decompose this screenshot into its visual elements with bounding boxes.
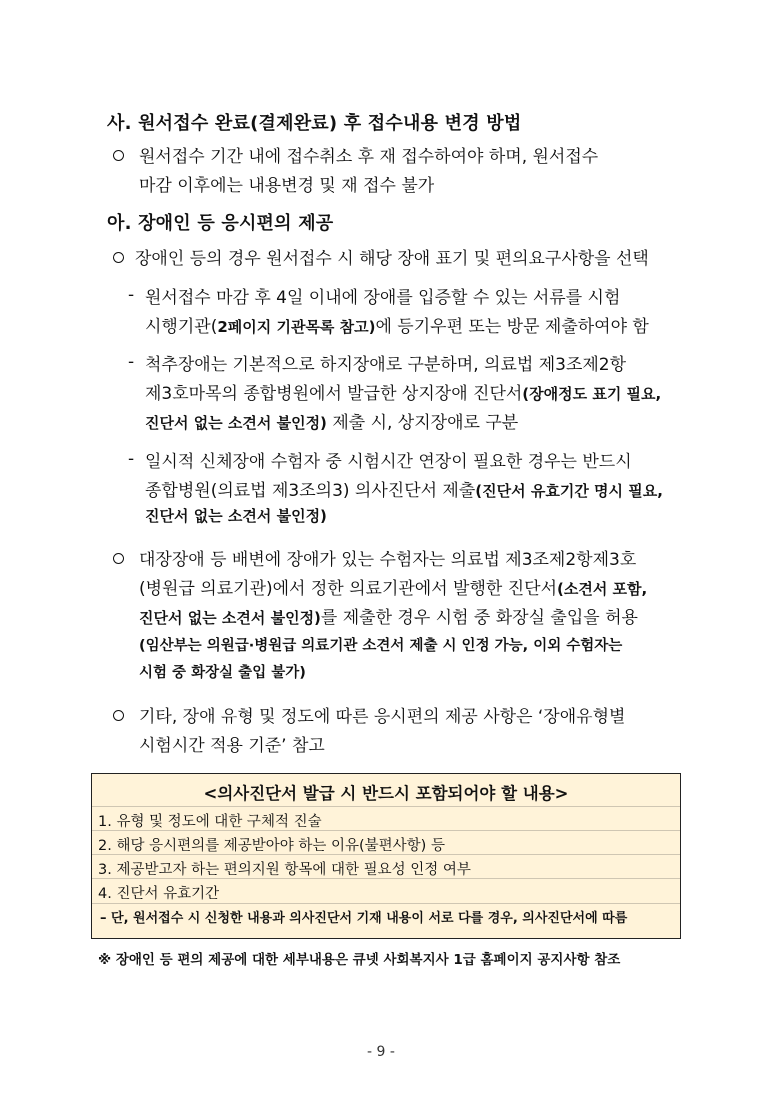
a-dash3-line2: 종합병원(의료법 제3조의3) 의사진단서 제출(진단서 유효기간 명시 필요, (145, 481, 663, 501)
a-dash2-line1: 척추장애는 기본적으로 하지장애로 구분하며, 의료법 제3조제2항 (145, 355, 627, 375)
info-box-title: <의사진단서 발급 시 반드시 포함되어야 할 내용> (203, 784, 569, 803)
circle-bullet-icon (113, 252, 124, 263)
a-bullet2-line5: 시험 중 화장실 출입 불가) (139, 665, 306, 681)
circle-bullet-icon (113, 710, 124, 721)
a-dash1-line1: 원서접수 마감 후 4일 이내에 장애를 입증할 수 있는 서류를 시험 (145, 288, 621, 308)
footnote: ※ 장애인 등 편의 제공에 대한 세부내용은 큐넷 사회복지사 1급 홈페이지 공지사항 참조 (98, 952, 621, 968)
a-bullet2-line1: 대장장애 등 배변에 장애가 있는 수험자는 의료법 제3조제2항제3호 (139, 550, 637, 570)
dash-bullet-icon: - (128, 285, 135, 305)
section-heading-a: 아. 장애인 등 응시편의 제공 (107, 213, 334, 234)
sa-bullet-line2: 마감 이후에는 내용변경 및 재 접수 불가 (139, 176, 435, 196)
a-dash2-line2: 제3호마목의 종합병원에서 발급한 상지장애 진단서(장애정도 표기 필요, (145, 384, 662, 404)
dash-bullet-icon: - (128, 449, 135, 469)
dash-bullet-icon: - (128, 352, 135, 372)
a-bullet2-line3: 진단서 없는 소견서 불인정)를 제출한 경우 시험 중 화장실 출입을 허용 (139, 608, 638, 628)
info-box-item: 4. 진단서 유효기간 (92, 878, 680, 903)
info-box-note-row (92, 903, 680, 939)
a-dash2-line3: 진단서 없는 소견서 불인정) 제출 시, 상지장애로 구분 (145, 413, 519, 433)
info-box-item: 3. 제공받고자 하는 편의지원 항목에 대한 필요성 인정 여부 (92, 854, 680, 879)
a-bullet3-line1: 기타, 장애 유형 및 정도에 따른 응시편의 제공 사항은 ‘장애유형별 (139, 707, 626, 727)
a-bullet3-line2: 시험시간 적용 기준’ 참고 (139, 736, 325, 756)
circle-bullet-icon (113, 150, 124, 161)
a-bullet2-line2: (병원급 의료기관)에서 정한 의료기관에서 발행한 진단서(소견서 포함, (139, 579, 648, 599)
a-bullet2-line4: (임산부는 의원급·병원급 의료기관 소견서 제출 시 인정 가능, 이외 수험자는 (139, 638, 623, 654)
sa-bullet-line1: 원서접수 기간 내에 접수취소 후 재 접수하여야 하며, 원서접수 (139, 147, 599, 167)
info-box-item: 1. 유형 및 정도에 대한 구체적 진술 (92, 806, 680, 831)
a-bullet1: 장애인 등의 경우 원서접수 시 해당 장애 표기 및 편의요구사항을 선택 (135, 249, 649, 269)
info-box-note: – 단, 원서접수 시 신청한 내용과 의사진단서 기재 내용이 서로 다를 경우, 의사진단서에 따름 (100, 911, 628, 926)
a-dash3-line1: 일시적 신체장애 수험자 중 시험시간 연장이 필요한 경우는 반드시 (145, 452, 632, 472)
section-heading-sa: 사. 원서접수 완료(결제완료) 후 접수내용 변경 방법 (107, 113, 522, 134)
a-dash1-line2: 시행기관(2페이지 기관목록 참고)에 등기우편 또는 방문 제출하여야 함 (145, 317, 649, 337)
circle-bullet-icon (113, 553, 124, 564)
a-dash3-line3: 진단서 없는 소견서 불인정) (145, 507, 327, 525)
page-number: - 9 - (367, 1044, 395, 1060)
info-box-item: 2. 해당 응시편의를 제공받아야 하는 이유(불편사항) 등 (92, 830, 680, 855)
medical-certificate-info-box (91, 773, 681, 939)
